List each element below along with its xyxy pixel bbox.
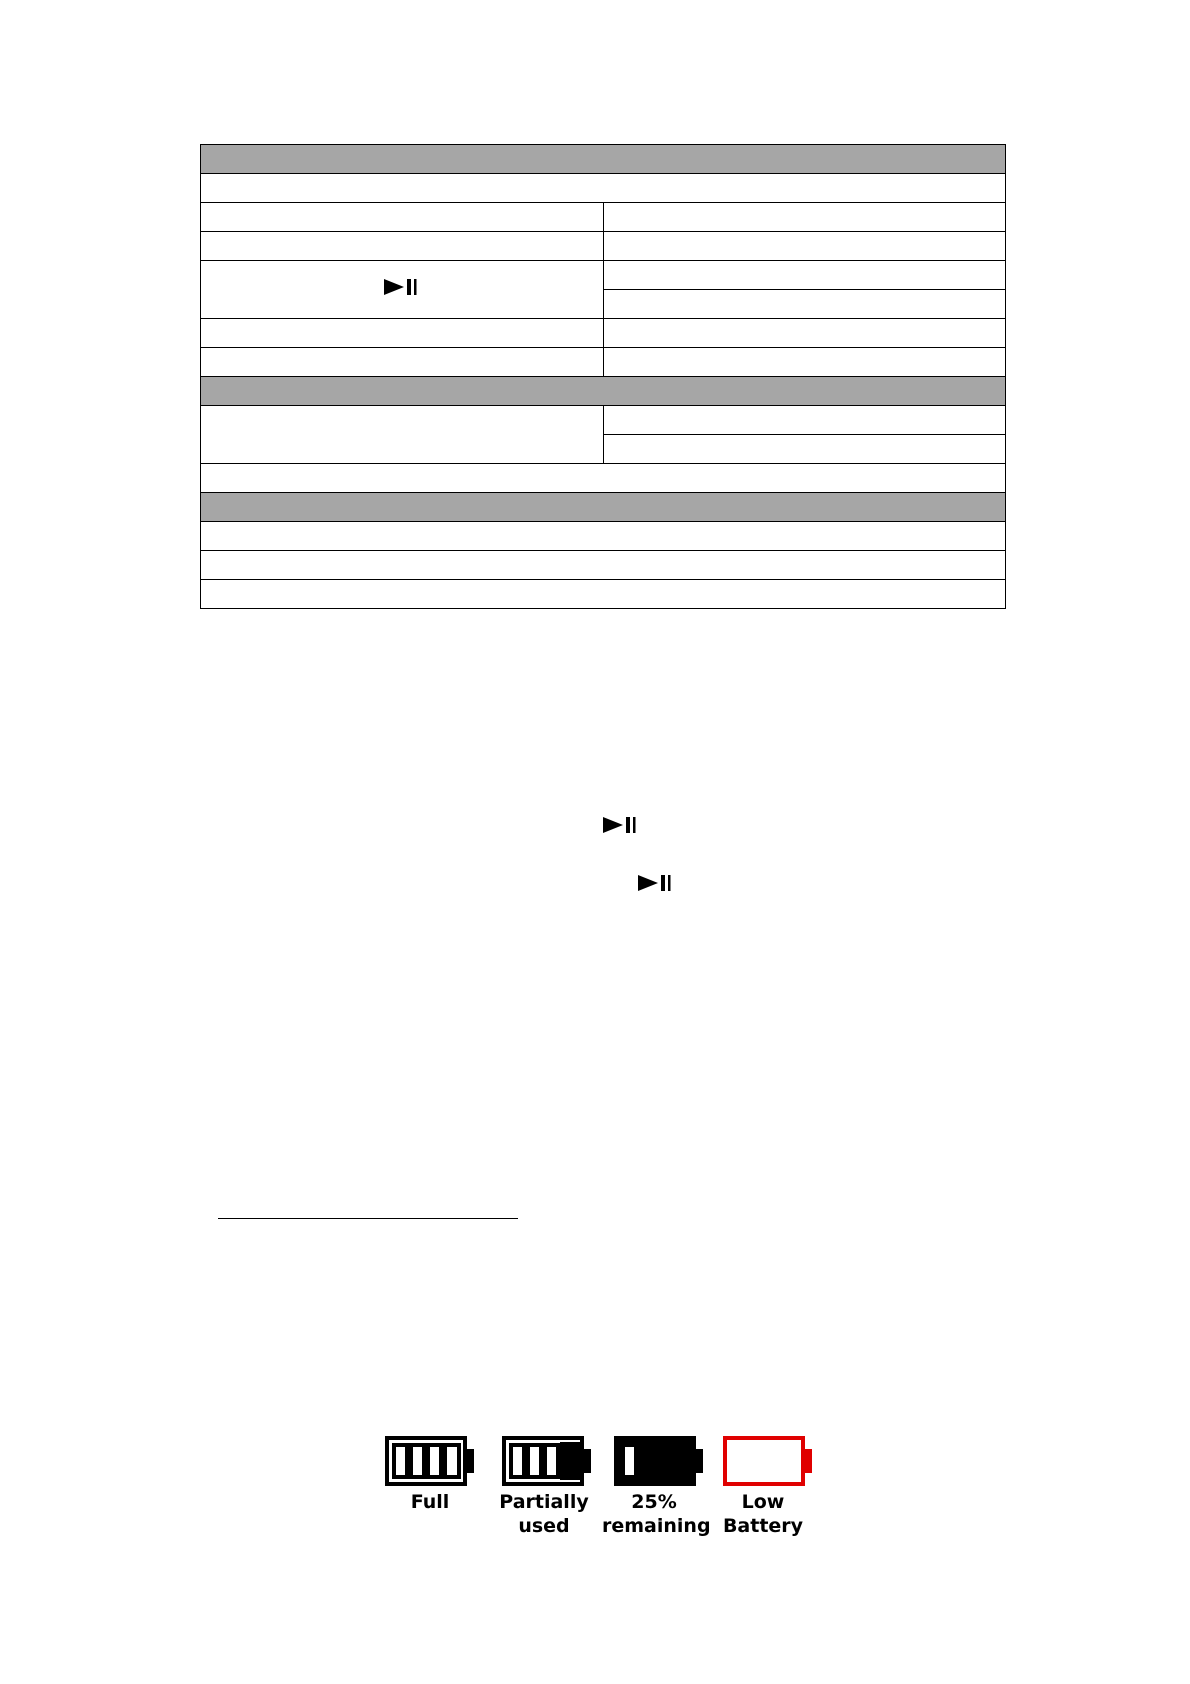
table-cell <box>201 319 604 348</box>
battery-label: 25% remaining <box>602 1491 711 1537</box>
table-cell <box>603 261 1006 290</box>
table-row <box>201 464 1006 493</box>
battery-partial-icon <box>502 1436 594 1486</box>
play-pause-icon <box>638 873 674 898</box>
table-row <box>201 174 1006 203</box>
battery-label: Full <box>410 1491 450 1513</box>
battery-low-icon <box>723 1436 815 1486</box>
table-cell <box>603 348 1006 377</box>
battery-full-icon <box>385 1436 477 1486</box>
table-cell <box>603 406 1006 435</box>
table-cell <box>201 203 604 232</box>
battery-25-remaining <box>602 1436 711 1538</box>
table-cell <box>201 348 604 377</box>
table-cell <box>201 406 604 464</box>
table-cell <box>603 232 1006 261</box>
table-section-header <box>201 493 1006 522</box>
footnote-separator <box>218 1218 518 1219</box>
table-cell <box>201 232 604 261</box>
table-cell <box>603 319 1006 348</box>
battery-label: Partially used <box>499 1491 589 1537</box>
battery-full <box>378 1436 482 1514</box>
table-cell <box>603 290 1006 319</box>
battery-quarter-icon <box>614 1436 706 1486</box>
play-pause-icon <box>384 277 420 297</box>
controls-table <box>200 144 1006 609</box>
battery-partially-used <box>492 1436 596 1538</box>
battery-low <box>711 1436 815 1538</box>
table-section-header <box>201 377 1006 406</box>
battery-legend <box>380 1436 820 1542</box>
table-row <box>201 551 1006 580</box>
table-cell <box>603 203 1006 232</box>
table-row <box>201 522 1006 551</box>
table-section-header <box>201 145 1006 174</box>
table-row <box>201 580 1006 609</box>
battery-label: Low Battery <box>722 1491 804 1537</box>
play-pause-icon <box>603 815 639 840</box>
table-cell-play-pause <box>201 261 604 319</box>
table-cell <box>603 435 1006 464</box>
